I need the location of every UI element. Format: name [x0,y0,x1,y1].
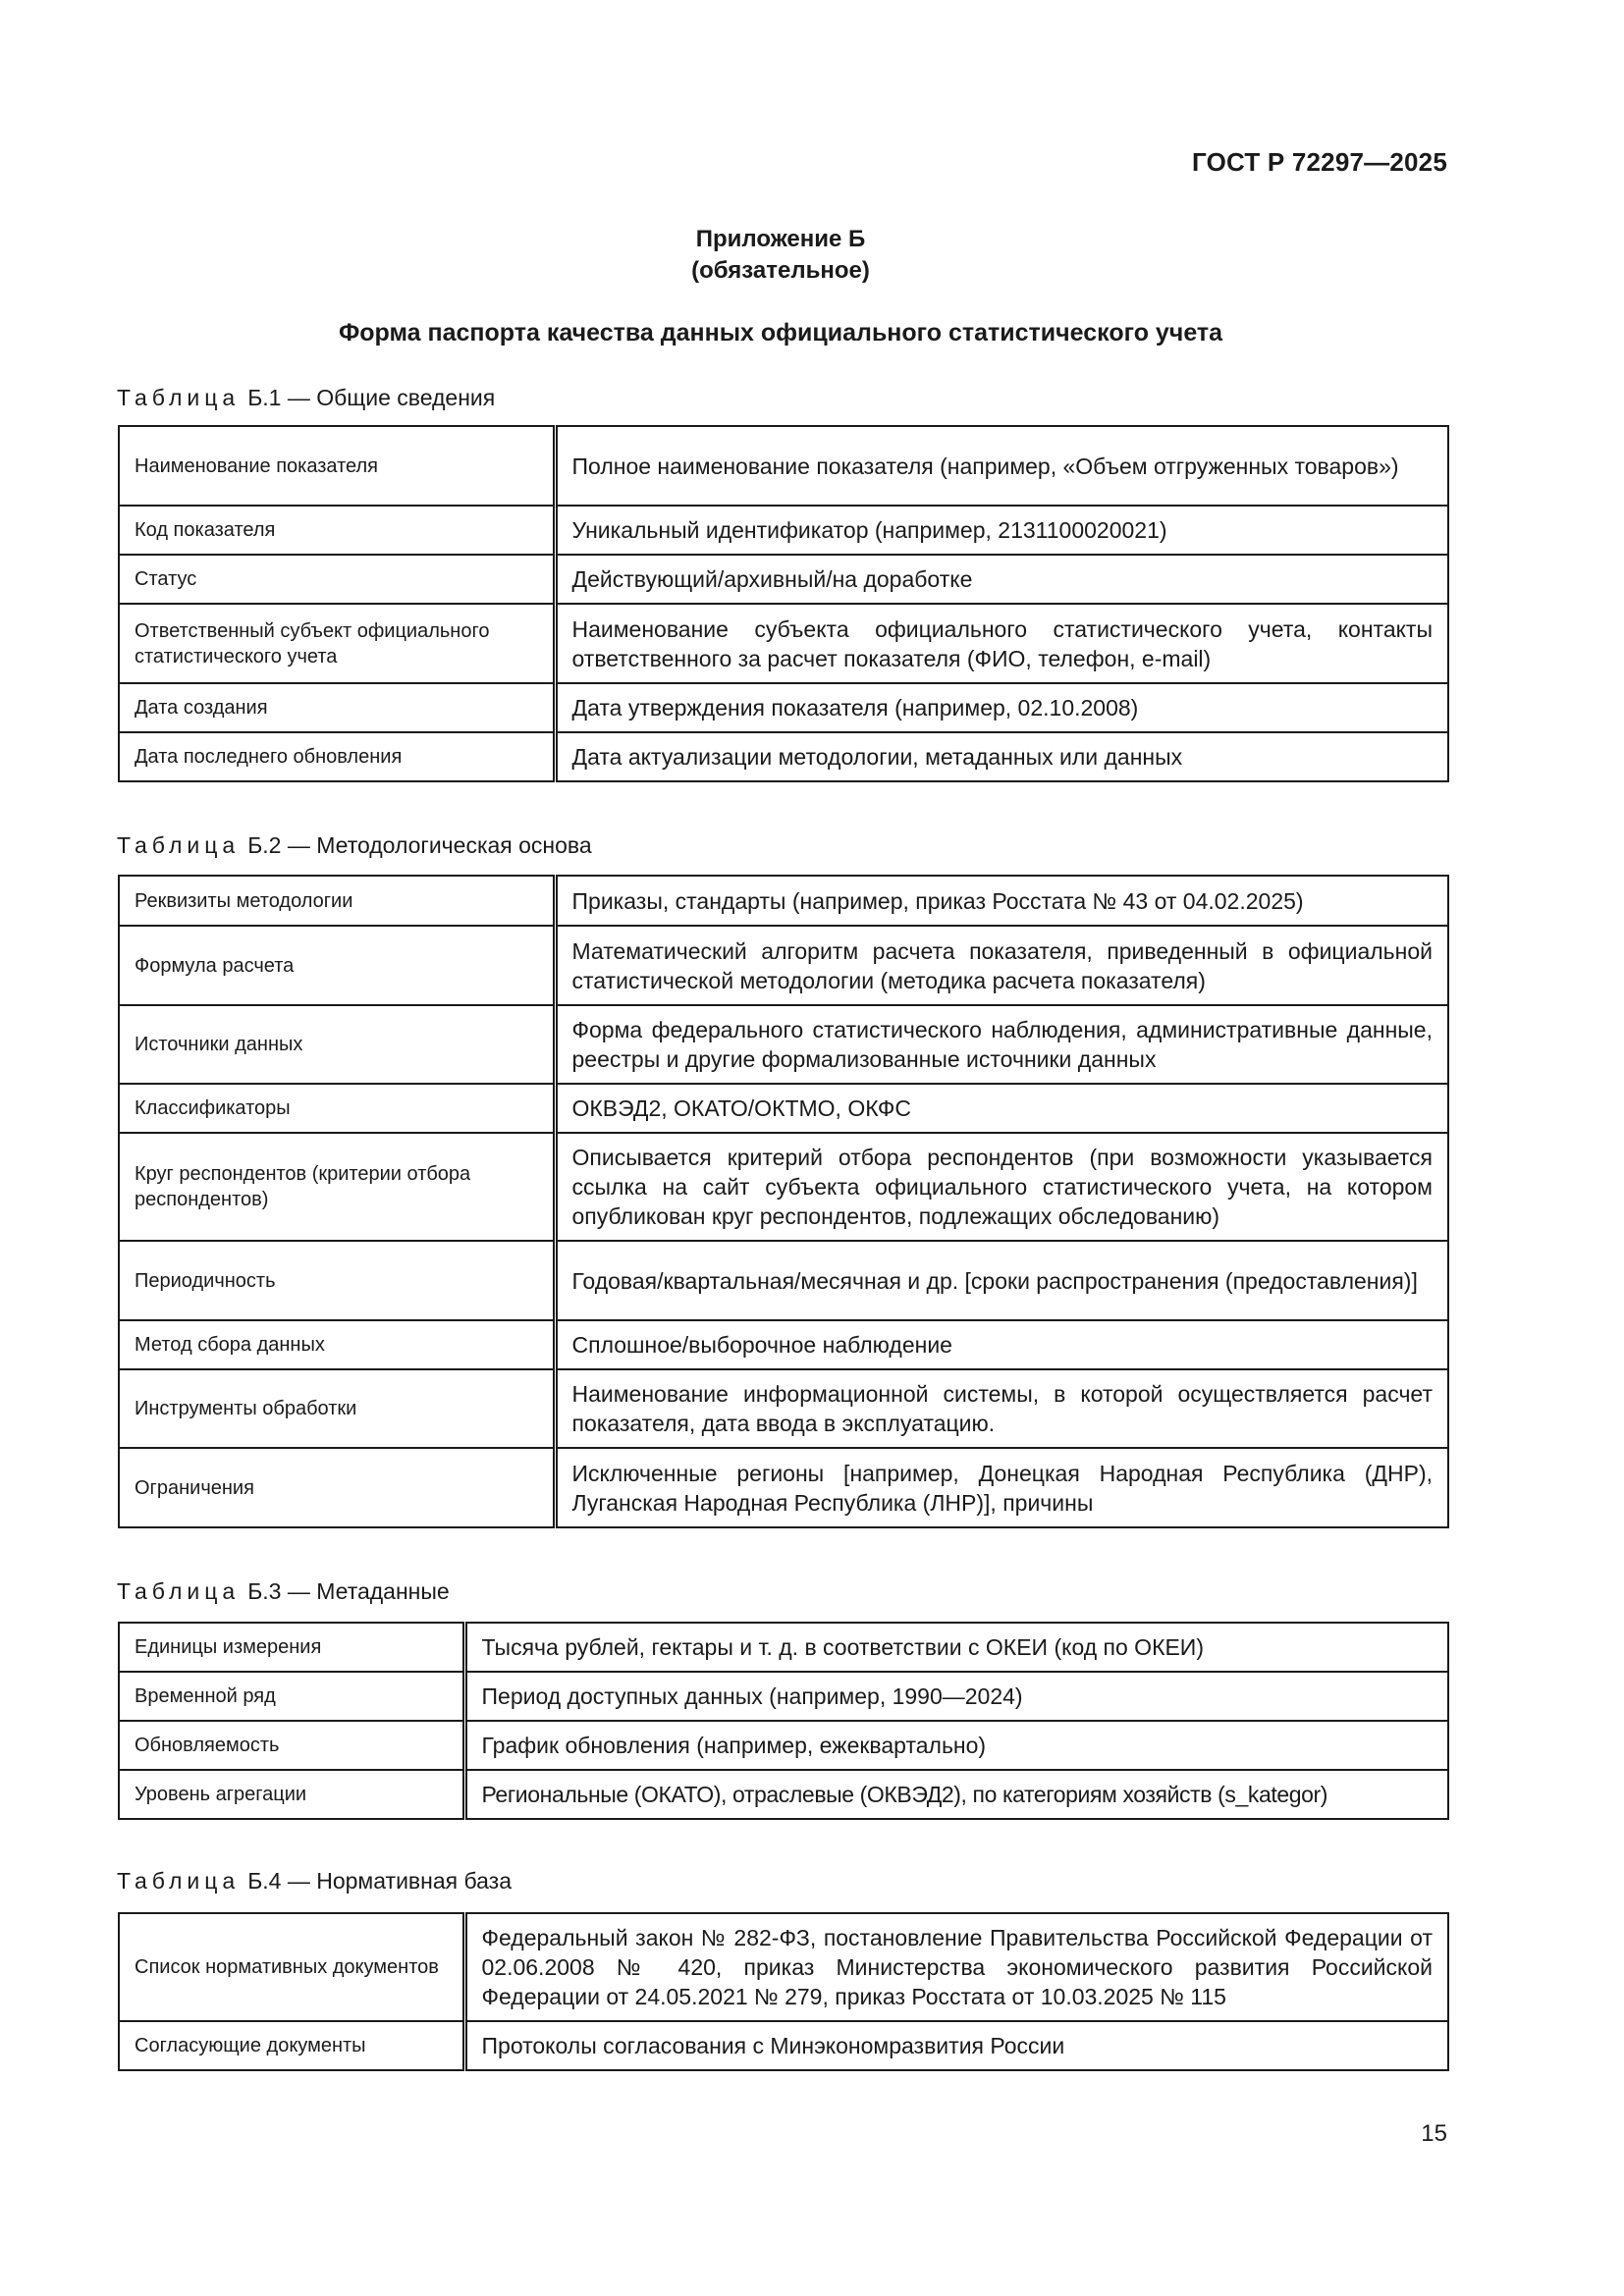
row-value: Федеральный закон № 282-ФЗ, постановление Правительства Российской Федерации от 02.06.2008 № 420, приказ Министерства экономического развития Российской Федерации от 24.05.2021 № 279, приказ Росстата от 10.03.2025 № 115 [464,1913,1448,2021]
row-value: Описывается критерий отбора респондентов (при возможности указывается ссылка на сайт субъекта официального статистического учета, на котором опубликован круг респондентов, подлежащих обследованию) [555,1133,1448,1241]
row-label: Классификаторы [119,1084,555,1133]
table-row [119,1369,1448,1448]
table-caption-text: Б.4 — Нормативная база [247,1868,512,1894]
row-value: Наименование информационной системы, в которой осуществляется расчет показателя, дата ввода в эксплуатацию. [555,1369,1448,1448]
row-label: Дата последнего обновления [119,732,555,781]
table-caption-text: Б.3 — Метаданные [247,1578,450,1604]
row-label: Круг респондентов (критерии отбора респондентов) [119,1133,555,1241]
table-row [119,1672,1448,1721]
table-row [119,1448,1448,1527]
row-label: Наименование показателя [119,426,555,506]
row-label: Метод сбора данных [119,1320,555,1369]
row-label: Формула расчета [119,926,555,1005]
row-value: Приказы, стандарты (например, приказ Росстата № 43 от 04.02.2025) [555,876,1448,926]
table-row [119,732,1448,781]
table-caption-b3 [117,1578,450,1605]
row-label: Единицы измерения [119,1623,464,1672]
page-number: 15 [1421,2120,1447,2147]
table-b2-methodology [118,875,1449,1528]
table-caption-word: Таблица [117,1578,241,1604]
annex-heading [0,224,1561,287]
document-code: ГОСТ Р 72297—2025 [1192,147,1447,177]
table-row [119,2021,1448,2070]
row-label: Ограничения [119,1448,555,1527]
row-value: Период доступных данных (например, 1990—2024) [464,1672,1448,1721]
annex-title: Приложение Б [695,226,866,252]
table-row [119,1241,1448,1320]
row-label: Источники данных [119,1005,555,1084]
row-value: Полное наименование показателя (например, «Объем отгруженных товаров») [555,426,1448,506]
annex-status: (обязательное) [691,257,870,284]
table-caption-b4 [117,1868,512,1895]
table-caption-word: Таблица [117,832,241,858]
table-row [119,876,1448,926]
row-label: Уровень агрегации [119,1770,464,1819]
row-value: Дата актуализации методологии, метаданных или данных [555,732,1448,781]
row-label: Код показателя [119,506,555,555]
row-value: Дата утверждения показателя (например, 02.10.2008) [555,683,1448,732]
row-label: Реквизиты методологии [119,876,555,926]
row-label: Список нормативных документов [119,1913,464,2021]
table-row [119,1084,1448,1133]
row-value: График обновления (например, ежеквартально) [464,1721,1448,1770]
table-row [119,1133,1448,1241]
row-label: Периодичность [119,1241,555,1320]
row-label: Обновляемость [119,1721,464,1770]
table-row [119,683,1448,732]
row-value: ОКВЭД2, ОКАТО/ОКТМО, ОКФС [555,1084,1448,1133]
row-value: Форма федерального статистического наблюдения, административные данные, реестры и другие формализованные источники данных [555,1005,1448,1084]
row-value: Наименование субъекта официального статистического учета, контакты ответственного за расчет показателя (ФИО, телефон, e-mail) [555,604,1448,683]
table-caption-text: Б.1 — Общие сведения [247,385,496,410]
row-label: Инструменты обработки [119,1369,555,1448]
table-row [119,604,1448,683]
row-value: Годовая/квартальная/месячная и др. [сроки распространения (предоставления)] [555,1241,1448,1320]
table-row [119,426,1448,506]
table-row [119,1623,1448,1672]
table-caption-word: Таблица [117,1868,241,1894]
row-value: Протоколы согласования с Минэкономразвития России [464,2021,1448,2070]
table-b4-regulatory-base [118,1912,1449,2071]
table-caption-b1 [117,385,495,411]
row-value: Сплошное/выборочное наблюдение [555,1320,1448,1369]
row-label: Временной ряд [119,1672,464,1721]
table-b3-metadata [118,1622,1449,1820]
table-caption-word: Таблица [117,385,241,410]
table-row [119,1320,1448,1369]
row-value: Математический алгоритм расчета показателя, приведенный в официальной статистической методологии (методика расчета показателя) [555,926,1448,1005]
row-label: Статус [119,555,555,604]
form-title: Форма паспорта качества данных официального статистического учета [338,319,1223,347]
table-row [119,1005,1448,1084]
row-value: Исключенные регионы [например, Донецкая Народная Республика (ДНР), Луганская Народная Республика (ЛНР)], причины [555,1448,1448,1527]
table-row [119,555,1448,604]
row-value: Тысяча рублей, гектары и т. д. в соответствии с ОКЕИ (код по ОКЕИ) [464,1623,1448,1672]
table-row [119,1913,1448,2021]
table-row [119,1721,1448,1770]
table-caption-b2 [117,832,592,859]
row-label: Дата создания [119,683,555,732]
row-label: Ответственный субъект официального статистического учета [119,604,555,683]
table-row [119,1770,1448,1819]
table-b1-general-info [118,425,1449,782]
row-value: Уникальный идентификатор (например, 2131100020021) [555,506,1448,555]
table-row [119,506,1448,555]
row-label: Согласующие документы [119,2021,464,2070]
row-value: Региональные (ОКАТО), отраслевые (ОКВЭД2), по категориям хозяйств (s_kategor) [464,1770,1448,1819]
table-caption-text: Б.2 — Методологическая основа [247,832,592,858]
row-value: Действующий/архивный/на доработке [555,555,1448,604]
table-row [119,926,1448,1005]
